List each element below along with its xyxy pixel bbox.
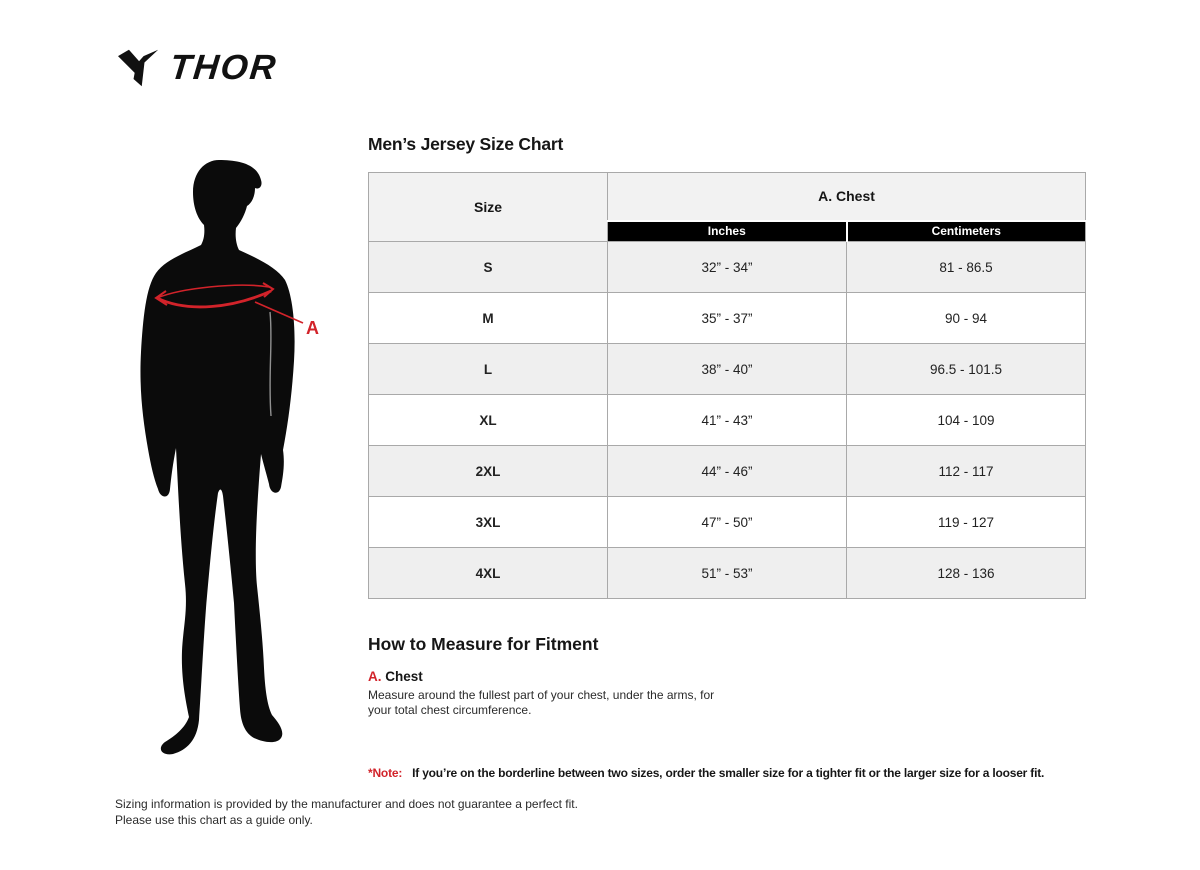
disclaimer: [115, 797, 578, 828]
torso-crease-line: [270, 312, 271, 416]
size-label: 2XL: [369, 446, 608, 497]
size-label: M: [369, 293, 608, 344]
column-header-size: Size: [369, 173, 608, 242]
page-title: Men’s Jersey Size Chart: [368, 134, 564, 154]
size-label: 4XL: [369, 548, 608, 599]
size-label: S: [369, 242, 608, 293]
centimeters-value: 112 - 117: [847, 446, 1086, 497]
column-header-chest: A. Chest: [608, 173, 1086, 221]
size-row-2xl: [369, 446, 1086, 497]
measure-item-letter: A.: [368, 669, 382, 684]
centimeters-value: 81 - 86.5: [847, 242, 1086, 293]
inches-value: 38” - 40”: [608, 344, 847, 395]
inches-value: 35” - 37”: [608, 293, 847, 344]
measure-item-chest: [368, 669, 736, 718]
size-row-4xl: [369, 548, 1086, 599]
measure-item-description: Measure around the fullest part of your chest, under the arms, for your total chest circumference.: [368, 688, 715, 717]
centimeters-value: 96.5 - 101.5: [847, 344, 1086, 395]
disclaimer-line-1: Sizing information is provided by the manufacturer and does not guarantee a perfect fit.: [115, 797, 578, 811]
centimeters-value: 119 - 127: [847, 497, 1086, 548]
centimeters-value: 90 - 94: [847, 293, 1086, 344]
brand-logo: [118, 48, 280, 88]
centimeters-value: 128 - 136: [847, 548, 1086, 599]
measure-section-title: How to Measure for Fitment: [368, 634, 599, 654]
unit-header-centimeters: Centimeters: [847, 221, 1086, 242]
size-chart-table: [368, 172, 1086, 599]
size-label: L: [369, 344, 608, 395]
unit-header-inches: Inches: [608, 221, 847, 242]
inches-value: 41” - 43”: [608, 395, 847, 446]
measure-item-heading: [368, 669, 736, 684]
size-row-l: [369, 344, 1086, 395]
thor-logo-icon: [118, 48, 160, 88]
silhouette-svg: [133, 156, 333, 766]
inches-value: 44” - 46”: [608, 446, 847, 497]
inches-value: 47” - 50”: [608, 497, 847, 548]
disclaimer-line-2: Please use this chart as a guide only.: [115, 812, 313, 827]
size-row-3xl: [369, 497, 1086, 548]
size-row-m: [369, 293, 1086, 344]
centimeters-value: 104 - 109: [847, 395, 1086, 446]
silhouette-path: [140, 160, 294, 754]
inches-value: 32” - 34”: [608, 242, 847, 293]
size-label: 3XL: [369, 497, 608, 548]
inches-value: 51” - 53”: [608, 548, 847, 599]
thor-logo-text: THOR: [168, 48, 280, 87]
note-prefix: *Note:: [368, 766, 403, 780]
size-row-xl: [369, 395, 1086, 446]
body-silhouette-figure: [133, 156, 333, 766]
sizing-note: [368, 766, 1044, 780]
measure-label-a: A: [306, 318, 319, 338]
size-row-s: [369, 242, 1086, 293]
measure-item-label: Chest: [385, 669, 423, 684]
note-text: If you’re on the borderline between two sizes, order the smaller size for a tighter fit or the larger size for a looser fit.: [412, 766, 1045, 780]
size-label: XL: [369, 395, 608, 446]
